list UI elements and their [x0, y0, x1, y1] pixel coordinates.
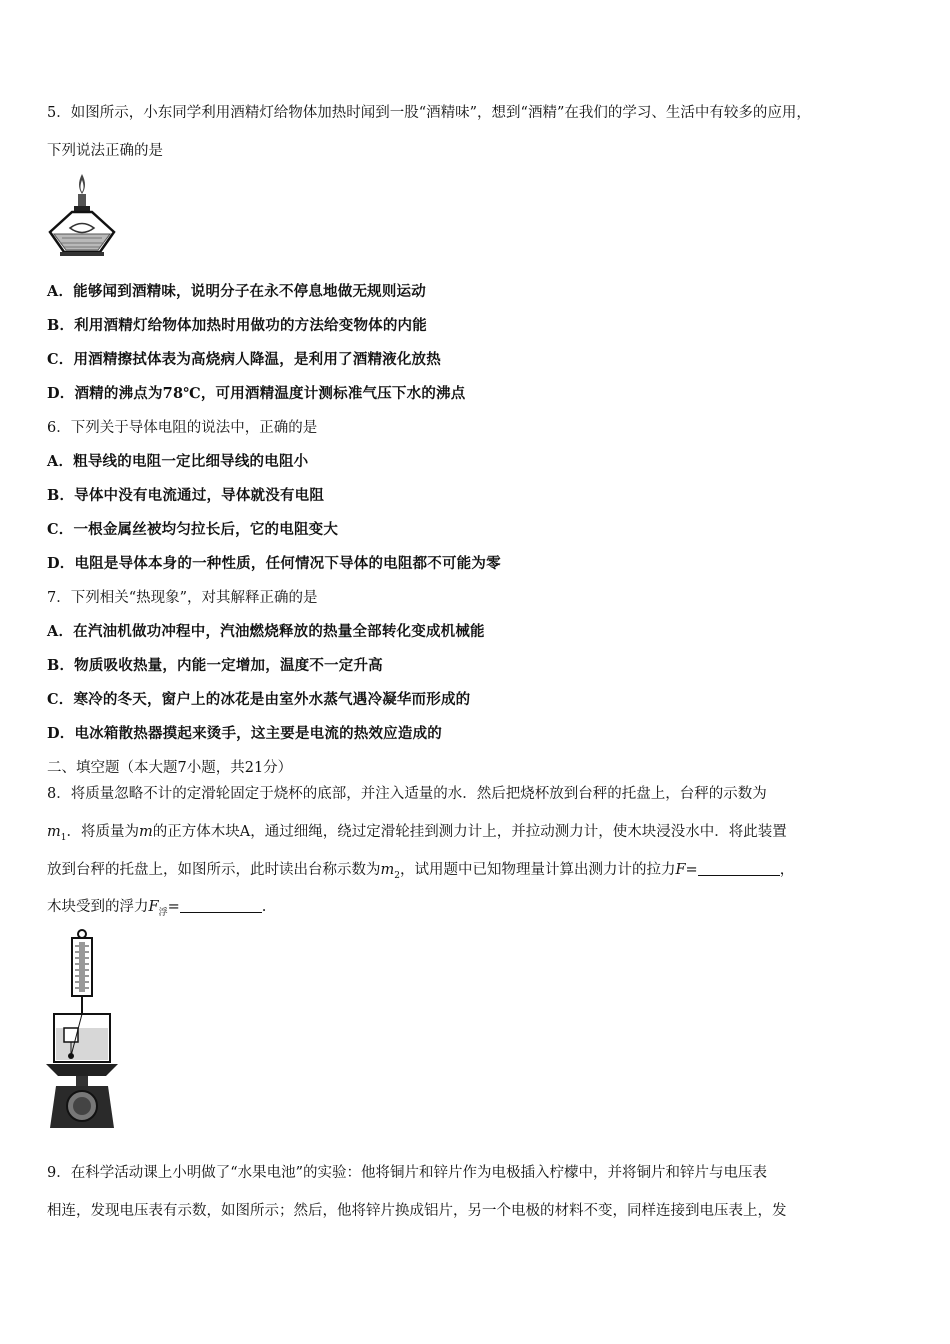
- var-F: F: [675, 862, 686, 878]
- q6-option-a: A．粗导线的电阻一定比细导线的电阻小: [47, 453, 309, 470]
- var-m: m: [138, 824, 153, 840]
- q6-option-c: C．一根金属丝被均匀拉长后，它的电阻变大: [47, 521, 339, 538]
- q8-line-2-text-b: 的正方体木块A，通过细绳，绕过定滑轮挂到测力计上，并拉动测力计，使木块浸没水中．将此装置: [152, 824, 787, 840]
- q5-line-2: 下列说法正确的是: [47, 143, 163, 159]
- q5-option-b: B．利用酒精灯给物体加热时用做功的方法给变物体的内能: [47, 317, 427, 334]
- alcohol-lamp-figure: [48, 172, 120, 258]
- q9-line-1: 9．在科学活动课上小明做了“水果电池”的实验：他将铜片和锌片作为电极插入柠檬中，并将铜片和锌片与电压表: [47, 1165, 768, 1181]
- equals-sign: =: [685, 862, 698, 878]
- spring-scale-balance-figure: [44, 928, 124, 1134]
- q7-option-d: D．电冰箱散热器摸起来烫手，这主要是电流的热效应造成的: [47, 725, 442, 742]
- q5-option-a: A．能够闻到酒精味，说明分子在永不停息地做无规则运动: [47, 283, 426, 300]
- q5-line-1: 5．如图所示，小东同学利用酒精灯给物体加热时闻到一股“酒精味”，想到“酒精”在我们的学习、生活中有较多的应用，: [47, 105, 811, 121]
- q9-line-2: 相连，发现电压表有示数，如图所示；然后，他将锌片换成铝片，另一个电极的材料不变，同样连接到电压表上，发: [47, 1203, 787, 1219]
- q8-line-2-text-a: ．将质量为: [66, 824, 139, 840]
- q5-option-d: D．酒精的沸点为78℃，可用酒精温度计测标准气压下水的沸点: [47, 385, 466, 402]
- sub-2: 2: [394, 870, 400, 881]
- q6-stem: 6．下列关于导体电阻的说法中，正确的是: [47, 420, 318, 436]
- q8-line-3: [47, 860, 794, 886]
- q5-option-c: C．用酒精擦拭体表为高烧病人降温，是利用了酒精液化放热: [47, 351, 441, 368]
- answer-blank-F[interactable]: [698, 861, 780, 876]
- q7-option-c: C．寒冷的冬天，窗户上的冰花是由室外水蒸气遇冷凝华而形成的: [47, 691, 471, 708]
- q8-line-1: 8．将质量忽略不计的定滑轮固定于烧杯的底部，并注入适量的水．然后把烧杯放到台秤的托盘上，台秤的示数为: [47, 786, 767, 802]
- comma: ，: [779, 862, 795, 878]
- sub-1: 1: [60, 832, 67, 843]
- section-heading: 二、填空题（本大题7小题，共21分）: [47, 760, 293, 776]
- q8-line-3-text-a: 放到台秤的托盘上，如图所示，此时读出台称示数为: [47, 862, 381, 878]
- q6-option-d: D．电阻是导体本身的一种性质，任何情况下导体的电阻都不可能为零: [47, 555, 501, 572]
- equals-sign-2: =: [167, 899, 180, 915]
- q6-option-b: B．导体中没有电流通过，导体就没有电阻: [47, 487, 325, 504]
- q8-line-4-text: 木块受到的浮力: [47, 899, 149, 915]
- q7-option-b: B．物质吸收热量，内能一定增加，温度不一定升高: [47, 657, 383, 674]
- var-m1: m: [47, 824, 61, 840]
- q7-stem: 7．下列相关“热现象”，对其解释正确的是: [47, 590, 318, 606]
- sub-buoyancy: 浮: [158, 907, 168, 918]
- var-m2: m: [380, 862, 395, 878]
- answer-blank-F-buoyancy[interactable]: [180, 898, 262, 913]
- period: .: [261, 899, 267, 915]
- q7-option-a: A．在汽油机做功冲程中，汽油燃烧释放的热量全部转化变成机械能: [47, 623, 485, 640]
- q8-line-2: [47, 822, 787, 848]
- var-F-buoyancy: F: [148, 899, 159, 915]
- q8-line-4: [47, 897, 266, 923]
- q8-line-3-text-b: ，试用题中已知物理量计算出测力计的拉力: [399, 862, 676, 878]
